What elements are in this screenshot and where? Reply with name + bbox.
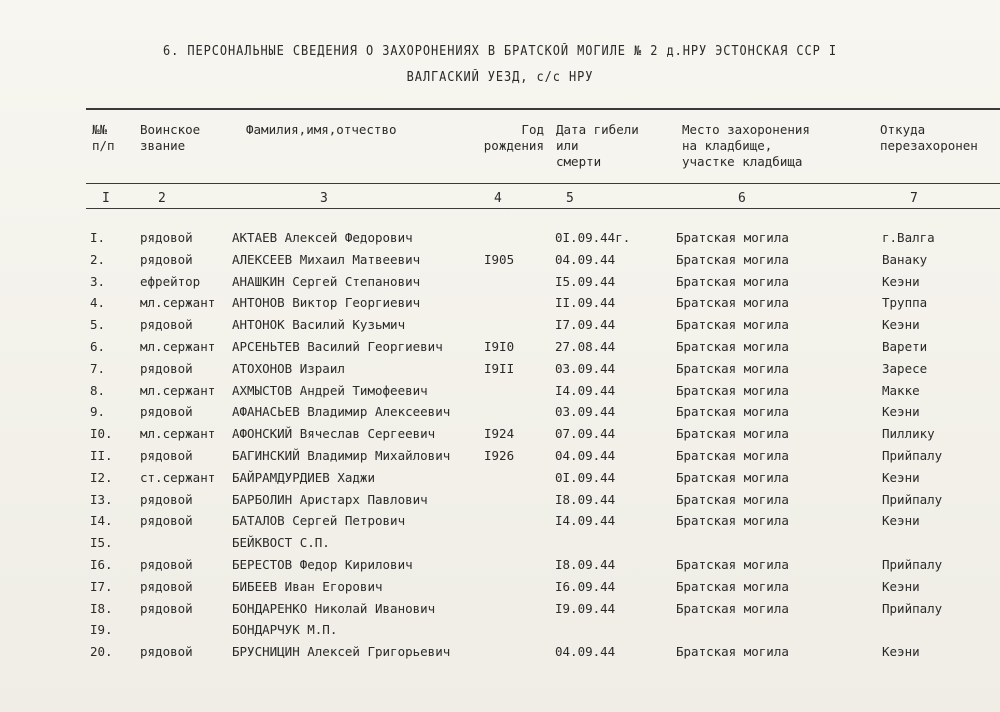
row-birth-year: I924 [484, 426, 515, 442]
row-burial-place: Братская могила [676, 426, 789, 442]
row-name: БОНДАРЕНКО Николай Иванович [232, 600, 436, 616]
row-reburied-from: Кеэни [882, 469, 920, 485]
row-rank: мл.сержант [140, 295, 216, 311]
row-number: I4. [90, 513, 113, 529]
row-reburied-from: Кеэни [882, 578, 920, 594]
row-number: 2. [90, 251, 106, 267]
row-burial-place: Братская могила [676, 491, 789, 507]
row-reburied-from: Макке [882, 382, 920, 398]
row-burial-place: Братская могила [676, 382, 789, 398]
row-name: БИБЕЕВ Иван Егорович [232, 578, 383, 594]
row-number: I6. [90, 557, 113, 572]
row-burial-place: Братская могила [676, 404, 789, 420]
row-reburied-from: Кеэни [882, 317, 920, 333]
row-reburied-from: Кеэни [882, 513, 920, 529]
header-number: №№ п/п [92, 122, 115, 153]
row-reburied-from: Прийпалу [882, 557, 943, 572]
row-death-date: I8.09.44 [555, 557, 616, 572]
row-reburied-from: г.Валга [882, 230, 935, 245]
row-burial-place: Братская могила [676, 448, 789, 463]
row-name: АФОНСКИЙ Вячеслав Сергеевич [232, 426, 436, 442]
row-name: АНТОНОВ Виктор Георгиевич [232, 295, 421, 311]
row-number: I5. [90, 535, 113, 551]
row-rank: рядовой [140, 251, 193, 267]
row-name: БАТАЛОВ Сергей Петрович [232, 513, 406, 529]
row-number: 8. [90, 382, 106, 398]
table-number-rule [86, 208, 1000, 209]
document-title-line-2: ВАЛГАСКИЙ УЕЗД, с/с НРУ [406, 70, 594, 85]
row-name: АРСЕНЬТЕВ Василий Георгиевич [232, 339, 443, 354]
row-death-date: I4.09.44 [555, 513, 616, 529]
row-rank: рядовой [140, 578, 193, 594]
row-rank: ефрейтор [140, 273, 201, 289]
row-rank: рядовой [140, 448, 193, 463]
row-burial-place: Братская могила [676, 513, 789, 529]
row-reburied-from: Труппа [882, 295, 928, 311]
row-burial-place: Братская могила [676, 644, 789, 660]
row-rank: ст.сержант [140, 469, 216, 485]
row-name: АТОХОНОВ Израил [232, 360, 345, 376]
row-burial-place: Братская могила [676, 578, 789, 594]
row-burial-place: Братская могила [676, 557, 789, 572]
row-death-date: 04.09.44 [555, 448, 616, 463]
row-number: I3. [90, 491, 113, 507]
row-number: 3. [90, 273, 106, 289]
row-death-date: I5.09.44 [555, 273, 616, 289]
row-name: БАГИНСКИЙ Владимир Михайлович [232, 448, 451, 463]
row-rank: мл.сержант [140, 382, 216, 398]
row-death-date: 0I.09.44 [555, 469, 616, 485]
row-death-date: 03.09.44 [555, 360, 616, 376]
row-rank: мл.сержант [140, 426, 216, 442]
document-title-line-1: 6. ПЕРСОНАЛЬНЫЕ СВЕДЕНИЯ О ЗАХОРОНЕНИЯХ В БРАТСКОЙ МОГИЛЕ № 2 д.НРУ ЭСТОНСКАЯ ССР I [162, 44, 838, 59]
row-death-date: I9.09.44 [555, 600, 616, 616]
row-rank: рядовой [140, 491, 193, 507]
row-rank: рядовой [140, 513, 193, 529]
row-death-date: I7.09.44 [555, 317, 616, 333]
row-name: АФАНАСЬЕВ Владимир Алексеевич [232, 404, 451, 420]
row-reburied-from: Заресе [882, 360, 928, 376]
row-birth-year: I905 [484, 251, 515, 267]
table-top-rule [86, 108, 1000, 110]
header-birth-year: Год рождения [483, 122, 544, 153]
row-reburied-from: Прийпалу [882, 600, 943, 616]
row-burial-place: Братская могила [676, 251, 789, 267]
row-birth-year: I9I0 [484, 339, 515, 354]
row-number: I2. [90, 469, 113, 485]
row-name: АНАШКИН Сергей Степанович [232, 273, 421, 289]
row-reburied-from: Кеэни [882, 273, 920, 289]
row-burial-place: Братская могила [676, 295, 789, 311]
row-number: 20. [90, 644, 113, 660]
row-name: БЕРЕСТОВ Федор Кирилович [232, 557, 413, 572]
row-name: АКТАЕВ Алексей Федорович [232, 230, 413, 245]
row-reburied-from: Пиллику [882, 426, 935, 442]
row-burial-place: Братская могила [676, 469, 789, 485]
row-burial-place: Братская могила [676, 230, 789, 245]
row-name: БЕЙКВОСТ С.П. [232, 535, 330, 551]
row-rank: рядовой [140, 600, 193, 616]
header-name: Фамилия,имя,отчество [246, 122, 397, 137]
column-number: 3 [320, 191, 328, 206]
row-rank: мл.сержант [140, 339, 216, 354]
row-name: БОНДАРЧУК М.П. [232, 622, 338, 638]
column-number: 2 [158, 191, 166, 206]
row-death-date: II.09.44 [555, 295, 616, 311]
row-number: I8. [90, 600, 113, 616]
row-death-date: 03.09.44 [555, 404, 616, 420]
header-death-date: Дата гибели или смерти [556, 122, 639, 169]
row-number: II. [90, 448, 113, 463]
row-death-date: 04.09.44 [555, 644, 616, 660]
row-burial-place: Братская могила [676, 339, 789, 354]
row-number: I7. [90, 578, 113, 594]
row-death-date: I6.09.44 [555, 578, 616, 594]
row-death-date: I8.09.44 [555, 491, 616, 507]
table-header-rule [86, 183, 1000, 184]
row-rank: рядовой [140, 230, 193, 245]
column-number: 5 [566, 191, 574, 206]
row-rank: рядовой [140, 360, 193, 376]
row-burial-place: Братская могила [676, 273, 789, 289]
row-death-date: I4.09.44 [555, 382, 616, 398]
row-reburied-from: Прийпалу [882, 448, 943, 463]
row-name: БАРБОЛИН Аристарх Павлович [232, 491, 428, 507]
row-number: 6. [90, 339, 106, 354]
row-name: АЛЕКСЕЕВ Михаил Матвеевич [232, 251, 421, 267]
row-reburied-from: Прийпалу [882, 491, 943, 507]
column-number: I [102, 191, 110, 206]
column-number: 4 [494, 191, 502, 206]
row-rank: рядовой [140, 404, 193, 420]
header-rank: Воинское звание [140, 122, 201, 153]
row-reburied-from: Варети [882, 339, 928, 354]
row-name: БРУСНИЦИН Алексей Григорьевич [232, 644, 451, 660]
row-name: БАЙРАМДУРДИЕВ Хаджи [232, 469, 375, 485]
row-reburied-from: Ванаку [882, 251, 928, 267]
row-burial-place: Братская могила [676, 360, 789, 376]
row-reburied-from: Кеэни [882, 404, 920, 420]
row-death-date: 04.09.44 [555, 251, 616, 267]
row-number: 5. [90, 317, 106, 333]
row-number: 9. [90, 404, 106, 420]
row-number: I9. [90, 622, 113, 638]
row-number: 4. [90, 295, 106, 311]
column-number: 7 [910, 191, 918, 206]
row-number: 7. [90, 360, 106, 376]
row-name: АХМЫСТОВ Андрей Тимофеевич [232, 382, 428, 398]
row-death-date: 0I.09.44г. [555, 230, 631, 245]
header-burial-place: Место захоронения на кладбище, участке кладбища [682, 122, 810, 169]
row-death-date: 27.08.44 [555, 339, 616, 354]
row-birth-year: I926 [484, 448, 515, 463]
row-rank: рядовой [140, 644, 193, 660]
row-reburied-from: Кеэни [882, 644, 920, 660]
row-burial-place: Братская могила [676, 317, 789, 333]
row-burial-place: Братская могила [676, 600, 789, 616]
column-number: 6 [738, 191, 746, 206]
row-number: I0. [90, 426, 113, 442]
row-rank: рядовой [140, 317, 193, 333]
row-death-date: 07.09.44 [555, 426, 616, 442]
header-reburied-from: Откуда перезахоронен [880, 122, 978, 153]
row-birth-year: I9II [484, 360, 515, 376]
row-rank: рядовой [140, 557, 193, 572]
row-name: АНТОНОК Василий Кузьмич [232, 317, 406, 333]
row-number: I. [90, 230, 106, 245]
